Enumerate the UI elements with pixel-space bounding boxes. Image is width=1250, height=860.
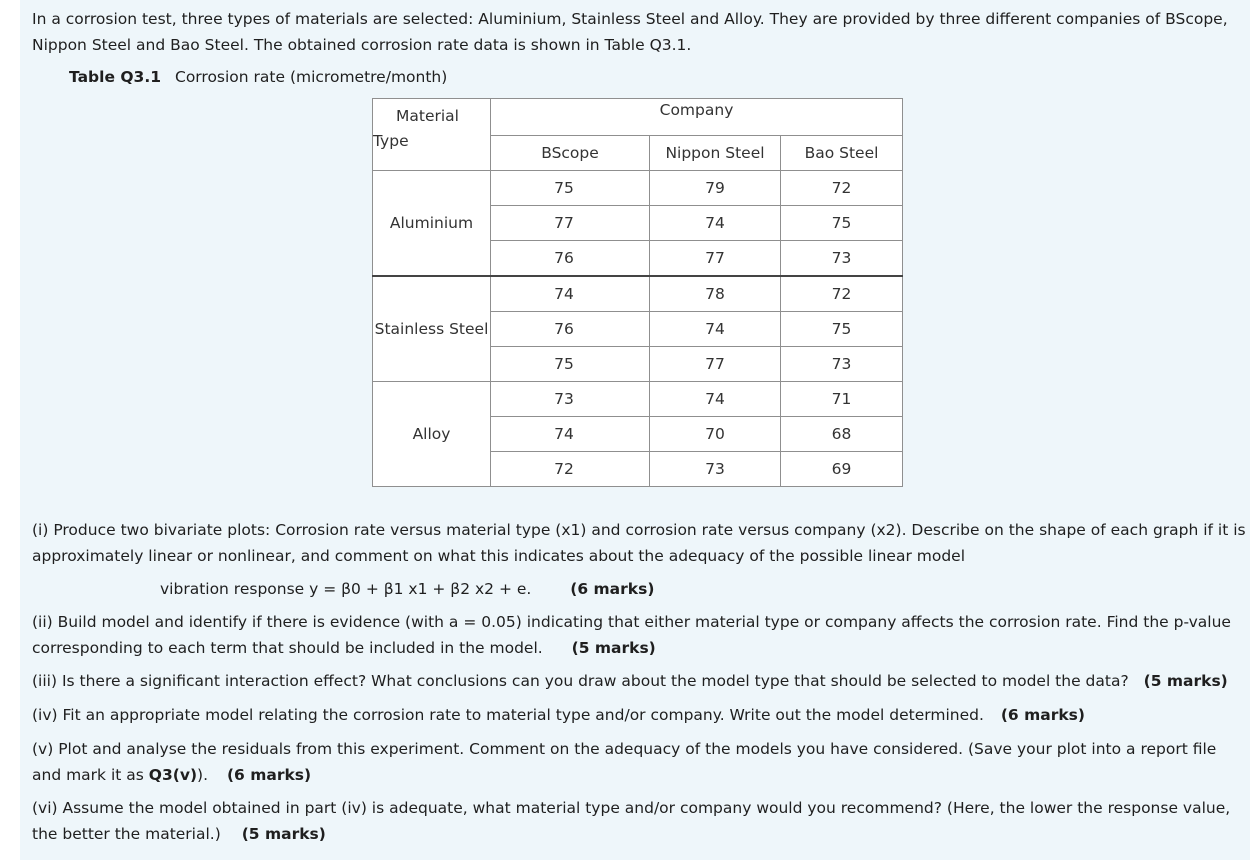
cell: 75	[781, 312, 903, 347]
intro-paragraph: In a corrosion test, three types of materials are selected: Aluminium, Stainless Steel and Alloy. They are provided by three different companies of BScope, Nippon Steel and Bao Steel. The obtained corrosion rate data is shown in Table Q3.1.	[32, 10, 1228, 54]
question-ii-marks: (5 marks)	[571, 639, 656, 657]
cell: 77	[650, 241, 781, 277]
question-vi	[32, 795, 1247, 847]
cell: 69	[781, 452, 903, 487]
question-ii	[32, 609, 1247, 661]
table-row	[373, 171, 903, 206]
table-header-row	[373, 99, 903, 136]
question-iv	[32, 702, 1247, 728]
material-type-header: Material Type	[373, 99, 491, 171]
table-row	[373, 276, 903, 312]
cell: 74	[650, 312, 781, 347]
material-aluminium: Aluminium	[373, 171, 491, 277]
question-v-marks: (6 marks)	[226, 766, 312, 784]
company-bscope: BScope	[491, 136, 650, 171]
cell: 73	[491, 382, 650, 417]
cell: 68	[781, 417, 903, 452]
cell: 72	[491, 452, 650, 487]
question-iv-marks: (6 marks)	[1000, 706, 1085, 724]
material-alloy: Alloy	[373, 382, 491, 487]
cell: 74	[491, 276, 650, 312]
cell: 75	[781, 206, 903, 241]
material-stainless-steel: Stainless Steel	[373, 276, 491, 382]
question-ii-text: (ii) Build model and identify if there is evidence (with a = 0.05) indicating that either material type or company affects the corrosion rate. Find the p-value corresponding to each term that should be included in the model.	[32, 613, 1231, 657]
cell: 77	[491, 206, 650, 241]
question-vi-marks: (5 marks)	[241, 825, 326, 843]
question-v-tag: Q3(v)	[148, 766, 198, 784]
cell: 78	[650, 276, 781, 312]
question-panel	[20, 0, 1250, 860]
cell: 73	[650, 452, 781, 487]
cell: 79	[650, 171, 781, 206]
corrosion-rate-table	[372, 98, 903, 487]
cell: 74	[491, 417, 650, 452]
cell: 75	[491, 347, 650, 382]
table-row	[373, 382, 903, 417]
cell: 72	[781, 171, 903, 206]
question-v	[32, 736, 1247, 788]
question-v-end: ).	[197, 766, 209, 784]
company-nippon-steel: Nippon Steel	[650, 136, 781, 171]
table-caption-text: Corrosion rate (micrometre/month)	[175, 68, 448, 86]
table-caption	[69, 64, 447, 90]
cell: 72	[781, 276, 903, 312]
cell: 73	[781, 347, 903, 382]
question-v-text: (v) Plot and analyse the residuals from this experiment. Comment on the adequacy of the models you have considered. (Save your plot into a report file and mark it as	[32, 740, 1217, 784]
question-i-marks: (6 marks)	[570, 580, 655, 598]
cell: 74	[650, 382, 781, 417]
company-header: Company	[491, 99, 903, 136]
question-i-equation	[160, 576, 654, 602]
cell: 77	[650, 347, 781, 382]
company-bao-steel: Bao Steel	[781, 136, 903, 171]
question-iv-text: (iv) Fit an appropriate model relating the corrosion rate to material type and/or company. Write out the model determined.	[32, 706, 984, 724]
question-iii-marks: (5 marks)	[1143, 672, 1228, 690]
cell: 71	[781, 382, 903, 417]
cell: 76	[491, 312, 650, 347]
question-iii	[32, 668, 1247, 694]
cell: 70	[650, 417, 781, 452]
cell: 74	[650, 206, 781, 241]
question-vi-text: (vi) Assume the model obtained in part (iv) is adequate, what material type and/or company would you recommend? (Here, the lower the response value, the better the material.)	[32, 799, 1231, 843]
question-i: (i) Produce two bivariate plots: Corrosion rate versus material type (x1) and corrosion rate versus company (x2). Describe on the shape of each graph if it is approximately linear or nonlinear, and comment on what this indicates about the adequacy of the possible linear model	[32, 521, 1246, 565]
cell: 73	[781, 241, 903, 277]
cell: 76	[491, 241, 650, 277]
cell: 75	[491, 171, 650, 206]
table-caption-label: Table Q3.1	[69, 68, 161, 86]
model-equation: vibration response y = β0 + β1 x1 + β2 x2 + e.	[160, 580, 532, 598]
question-iii-text: (iii) Is there a significant interaction effect? What conclusions can you draw about the model type that should be selected to model the data?	[32, 672, 1129, 690]
